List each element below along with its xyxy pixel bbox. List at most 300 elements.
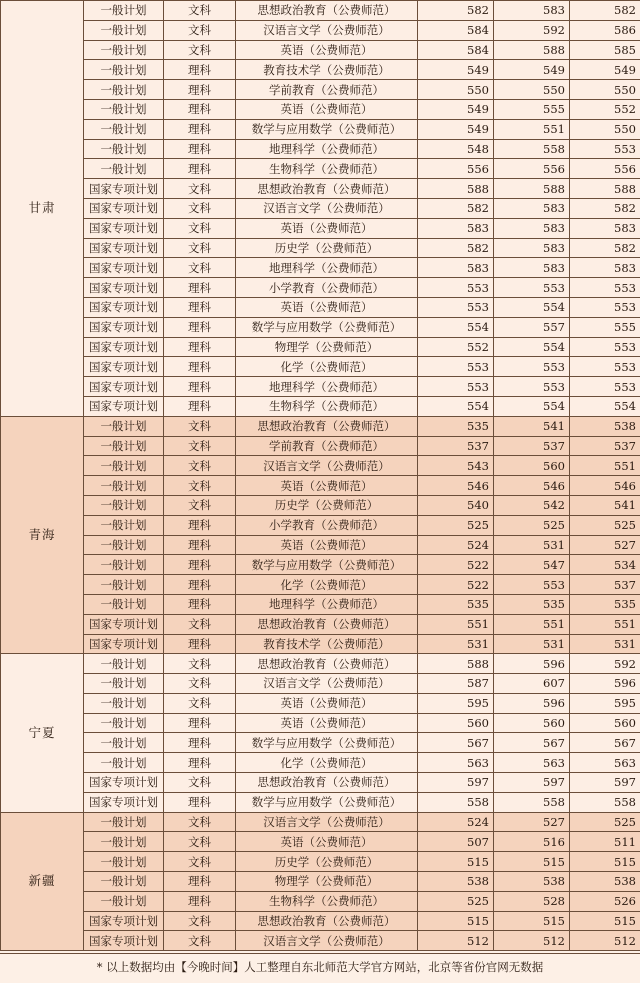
- province-cell: 新疆: [1, 812, 84, 951]
- subject-track-cell: 理科: [164, 634, 236, 654]
- major-cell: 小学教育（公费师范）: [236, 278, 418, 298]
- plan-type-cell: 一般计划: [84, 535, 164, 555]
- max-score-cell: 551: [494, 614, 570, 634]
- table-row: [1, 891, 640, 911]
- min-score-cell: 556: [418, 159, 494, 179]
- table-row: [1, 931, 640, 951]
- max-score-cell: 525: [494, 515, 570, 535]
- avg-score-cell: 567: [570, 733, 640, 753]
- min-score-cell: 525: [418, 891, 494, 911]
- avg-score-cell: 541: [570, 495, 640, 515]
- min-score-cell: 595: [418, 693, 494, 713]
- plan-type-cell: 一般计划: [84, 416, 164, 436]
- major-cell: 化学（公费师范）: [236, 575, 418, 595]
- max-score-cell: 550: [494, 80, 570, 100]
- table-row: [1, 852, 640, 872]
- major-cell: 物理学（公费师范）: [236, 337, 418, 357]
- major-cell: 化学（公费师范）: [236, 357, 418, 377]
- min-score-cell: 554: [418, 396, 494, 416]
- table-row: [1, 278, 640, 298]
- plan-type-cell: 国家专项计划: [84, 278, 164, 298]
- max-score-cell: 563: [494, 753, 570, 773]
- plan-type-cell: 国家专项计划: [84, 614, 164, 634]
- min-score-cell: 582: [418, 198, 494, 218]
- avg-score-cell: 511: [570, 832, 640, 852]
- table-row: [1, 377, 640, 397]
- avg-score-cell: 583: [570, 218, 640, 238]
- subject-track-cell: 文科: [164, 198, 236, 218]
- avg-score-cell: 550: [570, 119, 640, 139]
- min-score-cell: 552: [418, 337, 494, 357]
- subject-track-cell: 理科: [164, 317, 236, 337]
- major-cell: 汉语言文学（公费师范）: [236, 20, 418, 40]
- subject-track-cell: 理科: [164, 713, 236, 733]
- major-cell: 历史学（公费师范）: [236, 852, 418, 872]
- plan-type-cell: 国家专项计划: [84, 931, 164, 951]
- subject-track-cell: 理科: [164, 891, 236, 911]
- min-score-cell: 563: [418, 753, 494, 773]
- table-row: [1, 476, 640, 496]
- max-score-cell: 512: [494, 931, 570, 951]
- max-score-cell: 555: [494, 99, 570, 119]
- max-score-cell: 583: [494, 198, 570, 218]
- major-cell: 英语（公费师范）: [236, 99, 418, 119]
- subject-track-cell: 文科: [164, 20, 236, 40]
- max-score-cell: 553: [494, 278, 570, 298]
- table-row: [1, 594, 640, 614]
- table-row: [1, 812, 640, 832]
- major-cell: 数学与应用数学（公费师范）: [236, 555, 418, 575]
- plan-type-cell: 一般计划: [84, 476, 164, 496]
- min-score-cell: 558: [418, 792, 494, 812]
- major-cell: 思想政治教育（公费师范）: [236, 654, 418, 674]
- subject-track-cell: 理科: [164, 575, 236, 595]
- table-row: [1, 614, 640, 634]
- max-score-cell: 588: [494, 40, 570, 60]
- max-score-cell: 554: [494, 297, 570, 317]
- subject-track-cell: 文科: [164, 931, 236, 951]
- subject-track-cell: 理科: [164, 139, 236, 159]
- major-cell: 汉语言文学（公费师范）: [236, 198, 418, 218]
- subject-track-cell: 理科: [164, 337, 236, 357]
- min-score-cell: 540: [418, 495, 494, 515]
- avg-score-cell: 582: [570, 238, 640, 258]
- subject-track-cell: 理科: [164, 396, 236, 416]
- table-row: [1, 753, 640, 773]
- plan-type-cell: 一般计划: [84, 139, 164, 159]
- max-score-cell: 546: [494, 476, 570, 496]
- avg-score-cell: 525: [570, 515, 640, 535]
- min-score-cell: 535: [418, 416, 494, 436]
- plan-type-cell: 国家专项计划: [84, 218, 164, 238]
- table-row: [1, 674, 640, 694]
- plan-type-cell: 国家专项计划: [84, 297, 164, 317]
- table-row: [1, 436, 640, 456]
- subject-track-cell: 理科: [164, 753, 236, 773]
- subject-track-cell: 理科: [164, 80, 236, 100]
- avg-score-cell: 553: [570, 139, 640, 159]
- plan-type-cell: 国家专项计划: [84, 396, 164, 416]
- avg-score-cell: 525: [570, 812, 640, 832]
- min-score-cell: 560: [418, 713, 494, 733]
- table-row: [1, 337, 640, 357]
- plan-type-cell: 国家专项计划: [84, 792, 164, 812]
- table-row: [1, 495, 640, 515]
- avg-score-cell: 537: [570, 575, 640, 595]
- subject-track-cell: 理科: [164, 792, 236, 812]
- avg-score-cell: 527: [570, 535, 640, 555]
- min-score-cell: 553: [418, 278, 494, 298]
- min-score-cell: 587: [418, 674, 494, 694]
- subject-track-cell: 理科: [164, 357, 236, 377]
- subject-track-cell: 文科: [164, 812, 236, 832]
- table-row: [1, 159, 640, 179]
- table-row: [1, 297, 640, 317]
- subject-track-cell: 文科: [164, 911, 236, 931]
- max-score-cell: 515: [494, 911, 570, 931]
- major-cell: 英语（公费师范）: [236, 535, 418, 555]
- avg-score-cell: 597: [570, 773, 640, 793]
- max-score-cell: 560: [494, 713, 570, 733]
- avg-score-cell: 595: [570, 693, 640, 713]
- min-score-cell: 524: [418, 535, 494, 555]
- major-cell: 地理科学（公费师范）: [236, 139, 418, 159]
- major-cell: 化学（公费师范）: [236, 753, 418, 773]
- table-row: [1, 535, 640, 555]
- major-cell: 英语（公费师范）: [236, 218, 418, 238]
- max-score-cell: 551: [494, 119, 570, 139]
- max-score-cell: 538: [494, 872, 570, 892]
- avg-score-cell: 586: [570, 20, 640, 40]
- avg-score-cell: 552: [570, 99, 640, 119]
- plan-type-cell: 一般计划: [84, 733, 164, 753]
- plan-type-cell: 一般计划: [84, 20, 164, 40]
- major-cell: 思想政治教育（公费师范）: [236, 179, 418, 199]
- table-row: [1, 634, 640, 654]
- min-score-cell: 553: [418, 297, 494, 317]
- plan-type-cell: 一般计划: [84, 80, 164, 100]
- subject-track-cell: 理科: [164, 872, 236, 892]
- table-row: [1, 575, 640, 595]
- min-score-cell: 554: [418, 317, 494, 337]
- min-score-cell: 538: [418, 872, 494, 892]
- major-cell: 数学与应用数学（公费师范）: [236, 733, 418, 753]
- major-cell: 英语（公费师范）: [236, 713, 418, 733]
- table-row: [1, 179, 640, 199]
- plan-type-cell: 国家专项计划: [84, 179, 164, 199]
- subject-track-cell: 理科: [164, 297, 236, 317]
- plan-type-cell: 一般计划: [84, 436, 164, 456]
- max-score-cell: 537: [494, 436, 570, 456]
- max-score-cell: 541: [494, 416, 570, 436]
- plan-type-cell: 一般计划: [84, 832, 164, 852]
- table-row: [1, 456, 640, 476]
- plan-type-cell: 国家专项计划: [84, 317, 164, 337]
- avg-score-cell: 553: [570, 377, 640, 397]
- table-row: [1, 693, 640, 713]
- avg-score-cell: 596: [570, 674, 640, 694]
- subject-track-cell: 文科: [164, 416, 236, 436]
- major-cell: 数学与应用数学（公费师范）: [236, 119, 418, 139]
- max-score-cell: 588: [494, 179, 570, 199]
- plan-type-cell: 一般计划: [84, 1, 164, 21]
- plan-type-cell: 一般计划: [84, 119, 164, 139]
- subject-track-cell: 文科: [164, 179, 236, 199]
- max-score-cell: 516: [494, 832, 570, 852]
- min-score-cell: 537: [418, 436, 494, 456]
- avg-score-cell: 553: [570, 278, 640, 298]
- avg-score-cell: 534: [570, 555, 640, 575]
- max-score-cell: 542: [494, 495, 570, 515]
- major-cell: 数学与应用数学（公费师范）: [236, 792, 418, 812]
- avg-score-cell: 526: [570, 891, 640, 911]
- major-cell: 教育技术学（公费师范）: [236, 60, 418, 80]
- avg-score-cell: 538: [570, 872, 640, 892]
- avg-score-cell: 549: [570, 60, 640, 80]
- max-score-cell: 592: [494, 20, 570, 40]
- min-score-cell: 535: [418, 594, 494, 614]
- plan-type-cell: 一般计划: [84, 575, 164, 595]
- min-score-cell: 588: [418, 179, 494, 199]
- max-score-cell: 556: [494, 159, 570, 179]
- max-score-cell: 554: [494, 396, 570, 416]
- avg-score-cell: 553: [570, 357, 640, 377]
- table-row: [1, 416, 640, 436]
- min-score-cell: 584: [418, 20, 494, 40]
- plan-type-cell: 国家专项计划: [84, 377, 164, 397]
- max-score-cell: 583: [494, 1, 570, 21]
- major-cell: 生物科学（公费师范）: [236, 891, 418, 911]
- subject-track-cell: 文科: [164, 693, 236, 713]
- major-cell: 英语（公费师范）: [236, 832, 418, 852]
- table-row: [1, 872, 640, 892]
- major-cell: 地理科学（公费师范）: [236, 594, 418, 614]
- subject-track-cell: 文科: [164, 238, 236, 258]
- avg-score-cell: 546: [570, 476, 640, 496]
- table-row: [1, 713, 640, 733]
- major-cell: 英语（公费师范）: [236, 40, 418, 60]
- plan-type-cell: 国家专项计划: [84, 198, 164, 218]
- table-row: [1, 911, 640, 931]
- subject-track-cell: 文科: [164, 832, 236, 852]
- major-cell: 英语（公费师范）: [236, 297, 418, 317]
- max-score-cell: 607: [494, 674, 570, 694]
- avg-score-cell: 537: [570, 436, 640, 456]
- subject-track-cell: 文科: [164, 654, 236, 674]
- min-score-cell: 531: [418, 634, 494, 654]
- avg-score-cell: 582: [570, 1, 640, 21]
- major-cell: 学前教育（公费师范）: [236, 80, 418, 100]
- plan-type-cell: 一般计划: [84, 456, 164, 476]
- max-score-cell: 558: [494, 139, 570, 159]
- subject-track-cell: 理科: [164, 535, 236, 555]
- avg-score-cell: 588: [570, 179, 640, 199]
- subject-track-cell: 理科: [164, 377, 236, 397]
- subject-track-cell: 理科: [164, 60, 236, 80]
- subject-track-cell: 文科: [164, 476, 236, 496]
- major-cell: 汉语言文学（公费师范）: [236, 812, 418, 832]
- plan-type-cell: 一般计划: [84, 812, 164, 832]
- subject-track-cell: 文科: [164, 614, 236, 634]
- table-row: [1, 218, 640, 238]
- table-row: [1, 198, 640, 218]
- plan-type-cell: 一般计划: [84, 654, 164, 674]
- province-cell: 甘肃: [1, 1, 84, 417]
- plan-type-cell: 国家专项计划: [84, 238, 164, 258]
- table-row: [1, 60, 640, 80]
- avg-score-cell: 592: [570, 654, 640, 674]
- avg-score-cell: 563: [570, 753, 640, 773]
- max-score-cell: 515: [494, 852, 570, 872]
- avg-score-cell: 531: [570, 634, 640, 654]
- major-cell: 教育技术学（公费师范）: [236, 634, 418, 654]
- max-score-cell: 583: [494, 218, 570, 238]
- avg-score-cell: 560: [570, 713, 640, 733]
- min-score-cell: 549: [418, 60, 494, 80]
- avg-score-cell: 553: [570, 337, 640, 357]
- max-score-cell: 531: [494, 535, 570, 555]
- table-row: [1, 80, 640, 100]
- table-row: [1, 238, 640, 258]
- table-row: [1, 515, 640, 535]
- min-score-cell: 582: [418, 1, 494, 21]
- major-cell: 小学教育（公费师范）: [236, 515, 418, 535]
- subject-track-cell: 文科: [164, 773, 236, 793]
- max-score-cell: 527: [494, 812, 570, 832]
- table-row: [1, 792, 640, 812]
- avg-score-cell: 556: [570, 159, 640, 179]
- plan-type-cell: 一般计划: [84, 40, 164, 60]
- major-cell: 思想政治教育（公费师范）: [236, 911, 418, 931]
- max-score-cell: 557: [494, 317, 570, 337]
- plan-type-cell: 一般计划: [84, 495, 164, 515]
- min-score-cell: 553: [418, 357, 494, 377]
- min-score-cell: 597: [418, 773, 494, 793]
- table-row: [1, 555, 640, 575]
- plan-type-cell: 国家专项计划: [84, 357, 164, 377]
- max-score-cell: 596: [494, 693, 570, 713]
- subject-track-cell: 文科: [164, 852, 236, 872]
- subject-track-cell: 文科: [164, 674, 236, 694]
- subject-track-cell: 理科: [164, 594, 236, 614]
- subject-track-cell: 文科: [164, 495, 236, 515]
- plan-type-cell: 一般计划: [84, 60, 164, 80]
- major-cell: 英语（公费师范）: [236, 476, 418, 496]
- table-row: [1, 119, 640, 139]
- min-score-cell: 515: [418, 852, 494, 872]
- major-cell: 汉语言文学（公费师范）: [236, 674, 418, 694]
- subject-track-cell: 理科: [164, 515, 236, 535]
- plan-type-cell: 一般计划: [84, 872, 164, 892]
- avg-score-cell: 585: [570, 40, 640, 60]
- max-score-cell: 528: [494, 891, 570, 911]
- table-row: [1, 99, 640, 119]
- table-row: [1, 1, 640, 21]
- plan-type-cell: 国家专项计划: [84, 773, 164, 793]
- max-score-cell: 553: [494, 357, 570, 377]
- table-row: [1, 317, 640, 337]
- avg-score-cell: 582: [570, 198, 640, 218]
- min-score-cell: 525: [418, 515, 494, 535]
- min-score-cell: 588: [418, 654, 494, 674]
- min-score-cell: 548: [418, 139, 494, 159]
- table-row: [1, 832, 640, 852]
- data-source-note: * 以上数据均由【今晚时间】人工整理自东北师范大学官方网站，北京等省份官网无数据: [0, 953, 640, 983]
- avg-score-cell: 550: [570, 80, 640, 100]
- plan-type-cell: 一般计划: [84, 674, 164, 694]
- subject-track-cell: 理科: [164, 555, 236, 575]
- min-score-cell: 583: [418, 258, 494, 278]
- min-score-cell: 515: [418, 911, 494, 931]
- avg-score-cell: 558: [570, 792, 640, 812]
- table-row: [1, 40, 640, 60]
- major-cell: 思想政治教育（公费师范）: [236, 416, 418, 436]
- table-row: [1, 357, 640, 377]
- min-score-cell: 524: [418, 812, 494, 832]
- min-score-cell: 567: [418, 733, 494, 753]
- avg-score-cell: 512: [570, 931, 640, 951]
- avg-score-cell: 515: [570, 911, 640, 931]
- min-score-cell: 582: [418, 238, 494, 258]
- min-score-cell: 522: [418, 575, 494, 595]
- max-score-cell: 560: [494, 456, 570, 476]
- table-row: [1, 654, 640, 674]
- avg-score-cell: 551: [570, 456, 640, 476]
- table-row: [1, 396, 640, 416]
- major-cell: 地理科学（公费师范）: [236, 377, 418, 397]
- major-cell: 英语（公费师范）: [236, 693, 418, 713]
- min-score-cell: 551: [418, 614, 494, 634]
- min-score-cell: 553: [418, 377, 494, 397]
- max-score-cell: 553: [494, 377, 570, 397]
- avg-score-cell: 515: [570, 852, 640, 872]
- province-cell: 青海: [1, 416, 84, 654]
- max-score-cell: 597: [494, 773, 570, 793]
- min-score-cell: 543: [418, 456, 494, 476]
- table-row: [1, 773, 640, 793]
- subject-track-cell: 文科: [164, 218, 236, 238]
- major-cell: 历史学（公费师范）: [236, 495, 418, 515]
- max-score-cell: 549: [494, 60, 570, 80]
- avg-score-cell: 538: [570, 416, 640, 436]
- major-cell: 地理科学（公费师范）: [236, 258, 418, 278]
- min-score-cell: 512: [418, 931, 494, 951]
- major-cell: 汉语言文学（公费师范）: [236, 931, 418, 951]
- plan-type-cell: 国家专项计划: [84, 634, 164, 654]
- table-row: [1, 258, 640, 278]
- subject-track-cell: 文科: [164, 456, 236, 476]
- max-score-cell: 558: [494, 792, 570, 812]
- min-score-cell: 549: [418, 119, 494, 139]
- max-score-cell: 553: [494, 575, 570, 595]
- plan-type-cell: 一般计划: [84, 693, 164, 713]
- avg-score-cell: 555: [570, 317, 640, 337]
- subject-track-cell: 文科: [164, 1, 236, 21]
- min-score-cell: 550: [418, 80, 494, 100]
- avg-score-cell: 551: [570, 614, 640, 634]
- table-row: [1, 139, 640, 159]
- subject-track-cell: 理科: [164, 159, 236, 179]
- major-cell: 思想政治教育（公费师范）: [236, 614, 418, 634]
- subject-track-cell: 理科: [164, 278, 236, 298]
- major-cell: 生物科学（公费师范）: [236, 159, 418, 179]
- max-score-cell: 583: [494, 258, 570, 278]
- plan-type-cell: 一般计划: [84, 891, 164, 911]
- province-cell: 宁夏: [1, 654, 84, 812]
- avg-score-cell: 583: [570, 258, 640, 278]
- subject-track-cell: 文科: [164, 436, 236, 456]
- max-score-cell: 531: [494, 634, 570, 654]
